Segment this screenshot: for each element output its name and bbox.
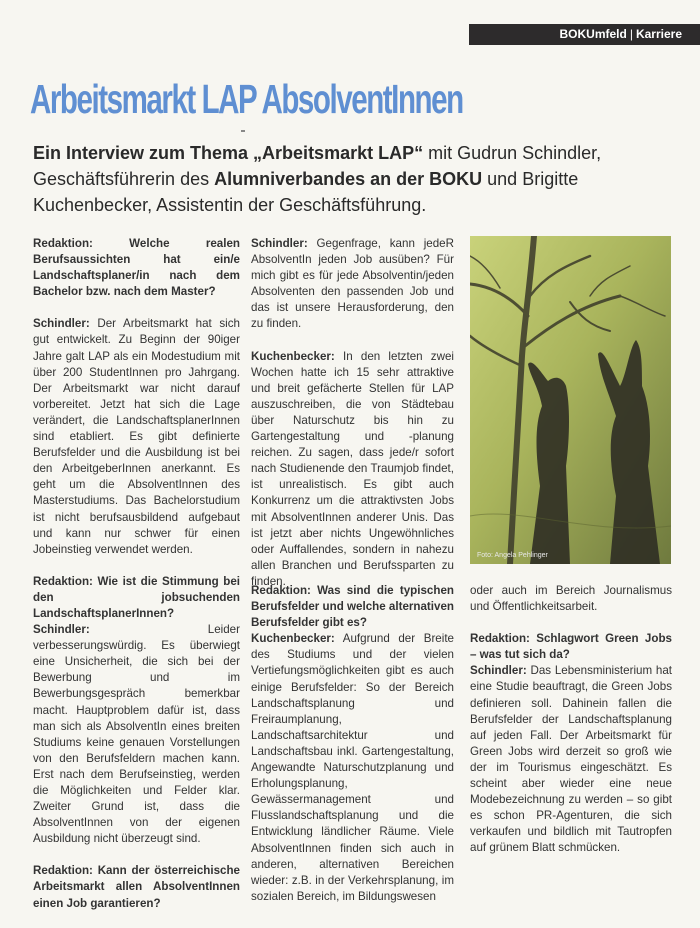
answer-3: [251, 236, 454, 333]
intro-part4: und Brigitte Kuchenbecker, Assistentin der Geschäftsführung.: [33, 169, 579, 215]
answer-text: Der Arbeitsmarkt hat sich gut entwickelt. Zu Beginn der 90iger Jahre galt LAP als ein Modestudium mit über 200 StudentInnen pro Jahrgang. Der Arbeitsmarkt war nicht darauf vorbereitet. Jetzt hat sich die Lage verändert, die LandschaftsplanerInnen sind etabliert. Es gibt definierte Berufsfelder und die Ausbildung ist bei den ArbeitgeberInnen anerkannt. Es geht um die AbsolventInnen des Masterstudiums. Das Bachelorstudium ist nicht berufsausbildend aufgebaut und kann nur schwer für einen Jobeinstieg verwendet werden.: [33, 317, 240, 556]
answer-text: In den letzten zwei Wochen hatte ich 15 sehr attraktive und breit gefächerte Stellen für LAP auszuschreiben, die von Städtebau über Naturschutz bis hin zu Gartengestaltung und -planung reichen. Zu sagen, dass jede/r sofort nach Studienende den Traumjob findet, ist unrealistisch. Es gibt auch Konkurrenz um die attraktivsten Jobs mit AbsolventInnen anderer Unis. Das ist jetzt aber nichts Ungewöhnliches oder Auffallendes, sondern in nahezu allen Branchen und Berufssparten zu finden.: [251, 349, 454, 588]
speaker: Schindler:: [33, 623, 90, 637]
answer-4: [251, 349, 454, 590]
question-5: Redaktion: Schlagwort Green Jobs – was tut sich da?: [470, 632, 672, 662]
section-tag: [469, 24, 700, 45]
headline: Arbeitsmarkt LAP AbsolventInnen: [30, 76, 463, 122]
column-2: [251, 236, 454, 606]
column-1: [33, 236, 240, 928]
section-tag-part1: BOKUmfeld: [559, 27, 627, 41]
intro-organization: Alumniverbandes an der BOKU: [214, 169, 483, 189]
speaker: Schindler:: [251, 237, 308, 250]
speaker: Schindler:: [33, 317, 90, 331]
answer-6: [470, 663, 672, 856]
question-2: Redaktion: Wie ist die Stimmung bei den jobsuchenden LandschaftsplanerInnen?: [33, 574, 240, 620]
speaker: Schindler:: [470, 664, 527, 678]
intro-part2: mit Gudrun Schindler, Geschäftsführerin des: [33, 143, 602, 189]
answer-5-continued: oder auch im Bereich Journalismus und Öffentlichkeitsarbeit.: [470, 584, 672, 614]
question-3: Redaktion: Kann der österreichische Arbeitsmarkt allen AbsolventInnen einen Job garantieren?: [33, 864, 240, 910]
question-1: Redaktion: Welche realen Berufsaussichten hat ein/e Landschaftsplaner/in nach dem Bachelor bzw. nach dem Master?: [33, 237, 240, 299]
answer-1: [33, 316, 240, 557]
intro-text: [33, 140, 683, 218]
section-tag-part2: Karriere: [635, 27, 682, 41]
photo-shadows-on-meadow: [470, 236, 671, 564]
question-4: Redaktion: Was sind die typischen Berufsfelder und welche alternativen Berufsfelder gibt es?: [251, 584, 454, 630]
section-tag-separator: |: [629, 27, 633, 41]
intro-topic: Ein Interview zum Thema „Arbeitsmarkt LAP“: [33, 143, 424, 163]
photo-image: [470, 236, 671, 564]
speaker: Kuchenbecker:: [251, 349, 335, 363]
answer-text: Das Lebensministerium hat eine Studie beauftragt, die Green Jobs definieren soll. Dahinein fallen die Berufsfelder der Landschaftsplanung auf jeden Fall. Der Arbeitsmarkt für Green Jobs wird derzeit so groß wie der im Tourismus eingeschätzt. Es scheint aber wieder eine neue Modebezeichnung zu werden – so gibt es schon PR-Agenturen, die sich verkaufen und bildlich mit Tautropfen auf grünem Blatt schmücken.: [470, 664, 672, 855]
answer-text: Aufgrund der Breite des Studiums und der vielen Vertiefungsmöglichkeiten gibt es auch einige Berufsfelder: So der Bereich Landschaftsplanung und Freiraumplanung, Landschaftsarchitektur und Landschaftsbau inkl. Gartengestaltung, Angewandte Naturschutzplanung und Erholungsplanung, Gewässermanagement und Flusslandschaftsplanung und die Entwicklung ländlicher Räume. Viele AbsolventInnen finden sich auch in anderen, alternativen Bereichen wieder: z.B. in der Verkehrsplanung, im sozialen Bereich, im Bildungswesen: [251, 632, 454, 903]
print-speck: [241, 130, 245, 132]
answer-5: [251, 631, 454, 905]
speaker: Kuchenbecker:: [251, 632, 335, 646]
answer-text: Leider verbesserungswürdig. Es überwiegt eine Unsicherheit, die sich bei der Bewerbung und im Bewerbungsgespräch bemerkbar macht. Hauptproblem dafür ist, dass man sich als AbsolventIn eines breiten Studiums keine genauen Vorstellungen von den Berufsfeldern machen kann. Erst nach dem Berufseinstieg, werden die Möglichkeiten und Felder klar. Zweiter Grund ist, dass die AbsolventInnen von der eigenen Ausbildung nicht überzeugt sind.: [33, 623, 240, 846]
column-3: [251, 583, 454, 921]
answer-2: [33, 622, 240, 847]
column-4: [470, 583, 672, 873]
answer-text: Gegenfrage, kann jedeR AbsolventIn jeden Job ausüben? Für mich gibt es für jede Absolventin/jeden Absolventen den passenden Job und das ist unsere Herausforderung, den zu finden.: [251, 237, 454, 331]
photo-credit: Foto: Angela Pehlinger: [477, 552, 548, 559]
